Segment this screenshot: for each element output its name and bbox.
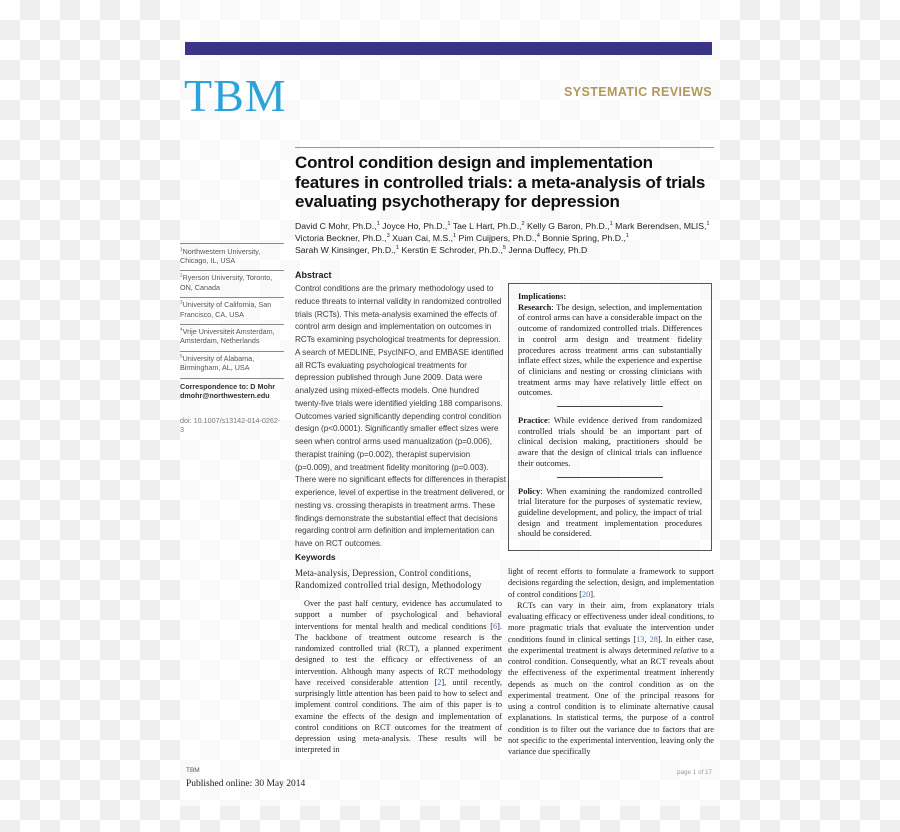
section-divider xyxy=(557,477,664,478)
body-paragraph: RCTs can vary in their aim, from explanatory trials evaluating efficacy or effectiveness under ideal conditions, to more pragmatic trials that evaluate the intervention under conditions found in clinical settings [13, 28]. In either case, the experimental treatment is always determined relative to a control condition. Consequently, what an RCT reveals about the effectiveness of the experimental treatment inherently depends as much on the control condition as on the experimental treatment. One of the principal reasons for using a control condition is to eliminate alternative causal explanations. In statistical terms, the purpose of a control condition is to filter out the variance due to factors that are not specific to the experimental intervention, leaving only the variance due specifically xyxy=(508,600,714,756)
author-line: Sarah W Kinsinger, Ph.D.,$^1$ Kerstin E Schroder, Ph.D.,$^5$ Jenna Duffecy, Ph.D xyxy=(295,245,588,256)
implications-box xyxy=(508,283,712,551)
correspondence-email[interactable]: dmohr@northwestern.edu xyxy=(180,390,270,400)
journal-logo: TBM xyxy=(184,70,287,121)
body-column-right xyxy=(508,566,714,757)
keywords-section xyxy=(295,552,507,591)
implications-research-text: : The design, selection, and implementation of control arms can have a considerable impact on the outcome of randomized controlled trials. Differences in control arm design and treatment fidelity procedures across treatment arms can substantially inflate effect sizes, while the experience and expertise of clinicians and nesting or crossing clinicians with treatment arms may have relatively little effect on outcomes. xyxy=(518,301,702,398)
abstract-body: Control conditions are the primary methodology used to reduce threats to internal validity in randomized controlled trials (RCTs). This meta-analysis examined the effects of control arm design and implementation on outcomes in RCTs examining psychological treatments for depression. A search of MEDLINE, PsycINFO, and EMBASE identified all RCTs evaluating psychological treatments for depression published through June 2009. Data were analyzed using mixed-effects models. One hundred twenty-five trials were identified yielding 188 comparisons. Outcomes varied significantly depending control condition design (p<0.0001). Significantly smaller effect sizes were seen when control arms used manualization (p=0.006), therapist training (p=0.002), therapist supervision (p=0.009), and treatment fidelity monitoring (p=0.003). There were no significant effects for differences in therapist experience, level of expertise in the treatment delivered, or nesting vs. crossing therapists in treatment arms. These findings demonstrate the substantial effect that decisions regarding control arm definition and implementation can have on RCT outcomes. xyxy=(295,284,506,548)
affiliation-item: $^3$University of California, San Francisco, CA, USA xyxy=(180,297,284,324)
reference-link[interactable]: 13 xyxy=(636,634,645,644)
author-line: David C Mohr, Ph.D.,$^1$ Joyce Ho, Ph.D.,$^1$ Tae L Hart, Ph.D.,$^2$ Kelly G Baron, Ph.D.,$^1$ Mark Berendsen, MLIS,$^1$ xyxy=(295,220,710,231)
implications-heading: Implications: xyxy=(518,291,567,301)
correspondence xyxy=(180,378,284,405)
footer-page-indicator: page 1 of 17 xyxy=(676,769,712,776)
journal-page xyxy=(180,0,720,806)
affiliation-item: $^2$Ryerson University, Toronto, ON, Canada xyxy=(180,270,284,297)
affiliation-item: $^1$Northwestern University, Chicago, IL, USA xyxy=(180,243,284,270)
doi-text: doi: 10.1007/s13142-014-0262-3 xyxy=(180,415,281,435)
implications-policy-text: : When examining the randomized controlled trial literature for the purposes of systematic review, guideline development, and policy, the impact of trial design and treatment implementation procedures should be considered. xyxy=(518,485,702,539)
article-title: Control condition design and implementation features in controlled trials: a meta-analysis of trials evaluating psychotherapy for depression xyxy=(295,153,706,211)
reference-link[interactable]: 6 xyxy=(493,621,498,631)
author-list xyxy=(295,220,714,257)
implications-research xyxy=(518,302,702,398)
footer-published-date: Published online: 30 May 2014 xyxy=(186,779,306,789)
reference-link[interactable]: 2 xyxy=(437,677,442,687)
implications-research-label: Research xyxy=(518,301,552,312)
body-paragraph: Over the past half century, evidence has accumulated to support a number of psychological and behavioral interventions for mental health and medical conditions [6]. The backbone of treatment outcome research is the randomized controlled trial (RCT), a planned experiment designed to test the efficacy or effectiveness of an intervention. Although many aspects of RCT methodology have received considerable attention [2], until recently, surprisingly little attention has been paid to how to select and implement control conditions. The aim of this paper is to examine the effects of the design and implementation of control conditions on RCT outcomes for the treatment of depression using meta-analysis. These results will be interpreted in xyxy=(295,599,502,755)
section-divider xyxy=(557,406,664,407)
keywords-text: Meta-analysis, Depression, Control conditions, Randomized controlled trial design, Methodology xyxy=(295,568,482,590)
affiliations-sidebar xyxy=(180,243,284,434)
affiliation-item: $^5$University of Alabama, Birmingham, AL, USA xyxy=(180,351,284,378)
section-label: SYSTEMATIC REVIEWS xyxy=(564,85,712,99)
implications-practice-text: : While evidence derived from randomized controlled trials should be an important part of clinical decision making, practitioners should be aware that the design of clinical trials can influence their outcomes. xyxy=(518,415,702,468)
abstract-section xyxy=(295,270,507,551)
reference-link[interactable]: 20 xyxy=(581,589,591,599)
body-column-left xyxy=(295,598,502,756)
implications-policy-label: Policy xyxy=(518,485,541,496)
affiliation-item: $^4$Vrije Universiteit Amsterdam, Amsterdam, Netherlands xyxy=(180,324,284,351)
footer-journal-label: TBM xyxy=(186,767,200,774)
body-paragraph: light of recent efforts to formulate a framework to support decisions regarding the selection, design, and implementation of control conditions [20]. xyxy=(508,567,714,599)
title-block xyxy=(295,147,714,256)
header-bar xyxy=(185,42,712,55)
abstract-heading: Abstract xyxy=(295,270,332,280)
keywords-heading: Keywords xyxy=(295,552,336,562)
reference-link[interactable]: 28 xyxy=(649,634,658,644)
correspondence-label: Correspondence to: D Mohr xyxy=(180,381,276,391)
author-line: Victoria Beckner, Ph.D.,$^3$ Xuan Cai, M.S.,$^1$ Pim Cuijpers, Ph.D.,$^4$ Bonnie Spring, Ph.D.,$^1$ xyxy=(295,232,630,243)
implications-practice-label: Practice xyxy=(518,415,548,426)
implications-practice xyxy=(518,415,702,469)
implications-policy xyxy=(518,486,702,540)
